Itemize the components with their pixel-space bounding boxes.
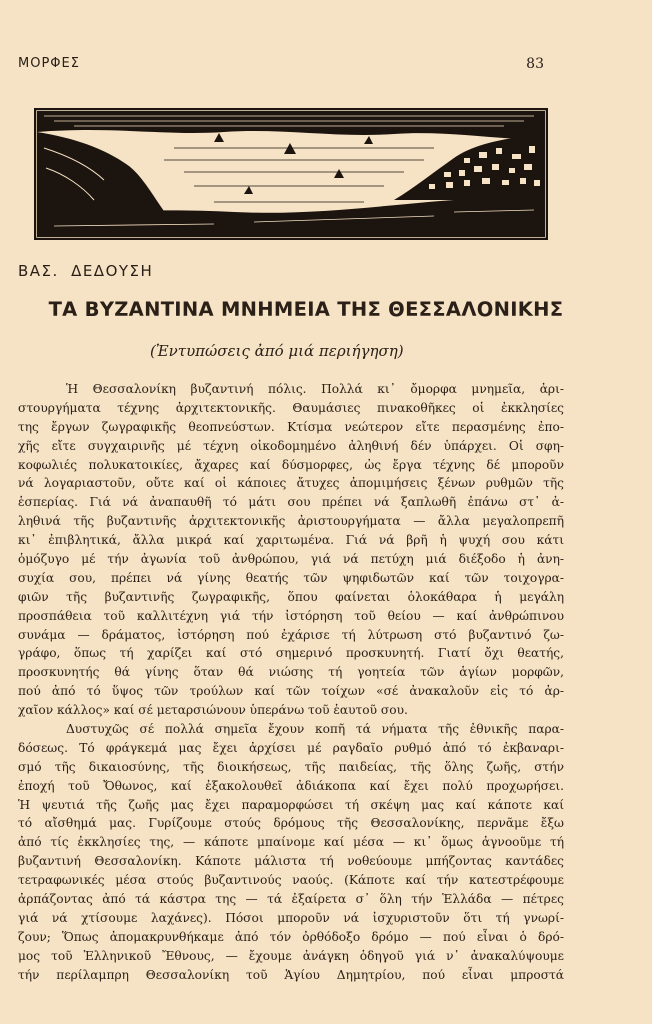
text-line: γράφο, ὅπως τή χαρίζει καί στό σημερινό προσκυνητή. Γιατί ὄχι θεατής, xyxy=(18,646,564,661)
text-line: τό αἴσθημά μας. Γυρίζουμε στούς δρόμους τῆς Θεσσαλονίκης, περνᾶμε ἔξω xyxy=(18,816,564,831)
text-line: ἐποχή τοῦ Ὄθωνος, καί ἐξακολουθεῖ ἀδιάκοπα καί ἔχει πολύ προχωρήσει. xyxy=(18,778,564,793)
text-line: νά λογαριαστοῦν, οὔτε καί οἱ κάποιες ἄτυχες ἀπομιμήσεις ξένων ρυθμῶν τῆς xyxy=(18,476,564,491)
text-line: ληθινά τῆς βυζαντινῆς ἀρχιτεκτονικῆς ἀριστουργήματα — ἄλλα μεγαλοπρεπῆ xyxy=(18,514,564,529)
page-number: 83 xyxy=(526,56,544,72)
text-line: κι᾿ ἐπιβλητικά, ἄλλα μικρά καί χαριτωμένα. Γιά νά βρῆ ἡ ψυχή σου κάτι xyxy=(18,533,564,548)
text-line: τετραφωνικές μέσα στούς βυζαντινούς ναούς. (Κάποτε καί τήν κατεστρέφουμε xyxy=(18,873,564,888)
text-line: ἀρπάζοντας ἀπό τά κάστρα της — τά ἐξαίρετα σ᾿ ὅλη τήν Ἑλλάδα — πέτρες xyxy=(18,892,564,907)
text-line: κοφωλιές πολυκατοικίες, ἄχαρες καί δύσμορφες, ὡς ἔργα τέχνης δέ μποροῦν xyxy=(18,457,564,472)
text-line: χῆς εἴτε συγχαιρινῆς μέ τέχνη οἰκοδομημένο ἀληθινή δέν ὑπάρχει. Οἱ σφη- xyxy=(18,438,564,453)
journal-name: ΜΟΡΦΕΣ xyxy=(18,56,80,71)
text-line: της ἔργων ζωγραφικῆς θεοπνεύστων. Κτίσμα νεώτερον εἴτε περασμένης ἐπο- xyxy=(18,419,564,434)
text-line: ὁμόζυγο μέ τήν ἀγωνία τοῦ ἀνθρώπου, γιά νά πετύχη μιά διέξοδο ἡ ἀνη- xyxy=(18,552,564,567)
article-title: ΤΑ ΒΥΖΑΝΤΙΝΑ ΜΝΗΜΕΙΑ ΤΗΣ ΘΕΣΣΑΛΟΝΙΚΗΣ xyxy=(48,298,564,321)
text-line: γιά νά χτίσουμε λαχάνες). Πόσοι μποροῦν νά ἰσχυριστοῦν ὅτι τή γνωρί- xyxy=(18,910,564,925)
text-line: βυζαντινή Θεσσαλονίκη. Κάποτε μάλιστα τή νοθεύουμε μπήζοντας καντάδες xyxy=(18,854,564,869)
text-line: σμό τῆς δικαιοσύνης, τῆς διοικήσεως, τῆς παιδείας, τῆς ὅλης ζωῆς, στήν xyxy=(18,759,564,774)
text-line: δόσεως. Τό φράγκεμά μας ἔχει ἀρχίσει μέ ραγδαῖο ρυθμό ἀπό τό ἐκβαναρι- xyxy=(18,740,564,755)
text-line: Ἡ ψευτιά τῆς ζωῆς μας ἔχει παραμορφώσει τή σκέψη μας καί κάποτε καί xyxy=(18,797,564,812)
text-line: Ἡ Θεσσαλονίκη βυζαντινή πόλις. Πολλά κι᾿ ὄμορφα μνημεῖα, ἀρι- xyxy=(66,382,564,396)
running-head xyxy=(18,56,544,72)
text-line: Δυστυχῶς σέ πολλά σημεῖα ἔχουν κοπῆ τά νήματα τῆς ἐθνικῆς παρα- xyxy=(66,722,564,737)
text-line: τήν περίλαμπρη Θεσσαλονίκη τοῦ Ἁγίου Δημητρίου, πού εἶναι μπροστά xyxy=(18,967,564,982)
engraving-vignette xyxy=(34,108,548,240)
text-line: ἑσπερίας. Γιά νά ἀναπαυθῆ τό μάτι σου πρέπει νά ξαπλωθῆ ἐπάνω στ᾿ ἀ- xyxy=(18,495,564,510)
text-line: ζουν; Ὅπως ἀπομακρυνθήκαμε ἀπό τόν ὀρθόδοξο δρόμο — πού εἶναι ὁ δρό- xyxy=(18,929,564,944)
text-line: προσκυνητής θά γίνης ὅταν θά νιώσης τή γοητεία τῶν ἁγίων μορφῶν, xyxy=(18,665,564,680)
text-line: συχία σου, πρέπει νά γίνης θεατής τῶν ψηφιδωτῶν καί τῶν τοιχογρα- xyxy=(18,570,564,585)
article-author: ΒΑΣ. ΔΕΔΟΥΣΗ xyxy=(18,262,154,280)
text-line: φιῶν τῆς βυζαντινῆς ζωγραφικῆς, ὅπου φαίνεται ὁλοκάθαρα ἡ μεγάλη xyxy=(18,589,564,604)
text-line: προσπάθεια τοῦ καλλιτέχνη γιά τήν ἰστόρηση τοῦ θείου — καί ἀνθρώπινου xyxy=(18,608,564,623)
text-line: χαῖον κάλλος» καί σέ μεταρσιώνουν ὑπεράνω τοῦ ἑαυτοῦ σου. xyxy=(18,703,408,718)
text-line: μος τοῦ Ἑλληνικοῦ Ἔθνους, — ἔχουμε ἀνάγκη ὁδηγοῦ γιά ν᾿ ἀνακαλύψουμε xyxy=(18,948,564,963)
text-line: συνάμα — δράματος, ἰστόρηση πού ἐχάρισε τή λύτρωση στό βυζαντινό ζω- xyxy=(18,627,564,642)
text-line: ἀπό τίς ἐκκλησίες της, — κάποτε μπαίνομε καί μέσα — κι᾿ ὅμως ἀγνοοῦμε τή xyxy=(18,835,564,850)
article-subtitle: (Ἐντυπώσεις ἀπό μιά περιήγηση) xyxy=(150,342,404,360)
text-line: πού ἀπό τό ὕψος τῶν τρούλων καί τῶν τοίχων «σέ ἀνακαλοῦν εἰς τό ἀρ- xyxy=(18,684,564,699)
text-line: στουργήματα τέχνης ἀρχιτεκτονικῆς. Θαυμάσιες πινακοθῆκες οἱ ἐκκλησίες xyxy=(18,400,564,415)
article-body xyxy=(18,380,564,985)
